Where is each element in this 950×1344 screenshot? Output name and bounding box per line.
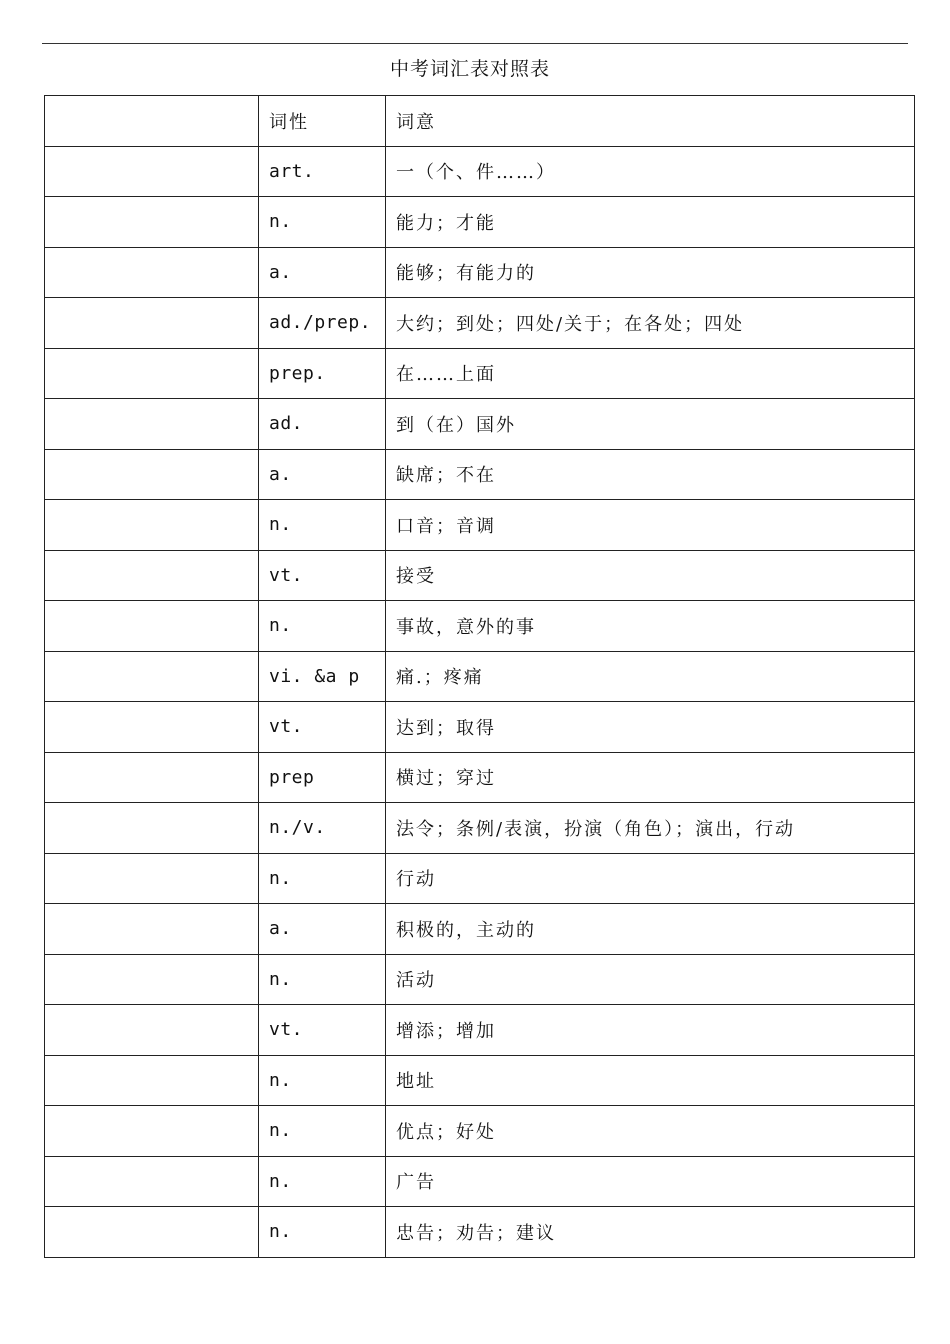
word-cell — [45, 197, 259, 248]
meaning-cell: 在……上面 — [386, 348, 915, 399]
pos-cell: n. — [259, 197, 386, 248]
table-row — [45, 954, 915, 1005]
word-cell — [45, 803, 259, 854]
header-rule — [42, 43, 908, 44]
word-cell — [45, 247, 259, 298]
word-cell — [45, 904, 259, 955]
meaning-cell: 痛.；疼痛 — [386, 651, 915, 702]
pos-cell: vt. — [259, 702, 386, 753]
pos-cell: n. — [259, 853, 386, 904]
table-row — [45, 1005, 915, 1056]
table-row — [45, 904, 915, 955]
table-row — [45, 702, 915, 753]
table-row — [45, 1106, 915, 1157]
table-row — [45, 1055, 915, 1106]
pos-cell: n. — [259, 601, 386, 652]
word-cell — [45, 1005, 259, 1056]
document-title: 中考词汇表对照表 — [389, 58, 550, 80]
pos-cell: a. — [259, 904, 386, 955]
word-cell — [45, 1156, 259, 1207]
table-row — [45, 348, 915, 399]
meaning-cell: 行动 — [386, 853, 915, 904]
table-row — [45, 449, 915, 500]
meaning-cell: 横过；穿过 — [386, 752, 915, 803]
meaning-cell: 事故，意外的事 — [386, 601, 915, 652]
word-cell — [45, 954, 259, 1005]
pos-cell: art. — [259, 146, 386, 197]
word-cell — [45, 601, 259, 652]
pos-cell: n. — [259, 954, 386, 1005]
word-cell — [45, 651, 259, 702]
word-cell — [45, 550, 259, 601]
table-row — [45, 803, 915, 854]
meaning-cell: 积极的，主动的 — [386, 904, 915, 955]
meaning-cell: 缺席；不在 — [386, 449, 915, 500]
pos-cell: n. — [259, 500, 386, 551]
header-pos-cell: 词性 — [259, 96, 386, 147]
word-cell — [45, 500, 259, 551]
meaning-cell: 法令；条例/表演，扮演（角色）；演出，行动 — [386, 803, 915, 854]
meaning-cell: 活动 — [386, 954, 915, 1005]
word-cell — [45, 399, 259, 450]
pos-cell: a. — [259, 247, 386, 298]
meaning-cell: 地址 — [386, 1055, 915, 1106]
table-row — [45, 1207, 915, 1258]
meaning-cell: 广告 — [386, 1156, 915, 1207]
pos-cell: ad./prep. — [259, 298, 386, 349]
table-row — [45, 853, 915, 904]
table-row — [45, 550, 915, 601]
meaning-cell: 一（个、件……） — [386, 146, 915, 197]
meaning-cell: 接受 — [386, 550, 915, 601]
pos-cell: n. — [259, 1207, 386, 1258]
table-row — [45, 651, 915, 702]
meaning-cell: 增添；增加 — [386, 1005, 915, 1056]
table-row — [45, 247, 915, 298]
table-row — [45, 752, 915, 803]
pos-cell: n. — [259, 1055, 386, 1106]
table-row — [45, 146, 915, 197]
table-header-row — [45, 96, 915, 147]
table-row — [45, 601, 915, 652]
meaning-cell: 到（在）国外 — [386, 399, 915, 450]
pos-cell: vt. — [259, 550, 386, 601]
word-cell — [45, 853, 259, 904]
header-word-cell — [45, 96, 259, 147]
pos-cell: vt. — [259, 1005, 386, 1056]
word-cell — [45, 348, 259, 399]
table-row — [45, 1156, 915, 1207]
pos-cell: n./v. — [259, 803, 386, 854]
pos-cell: n. — [259, 1156, 386, 1207]
pos-cell: ad. — [259, 399, 386, 450]
pos-cell: vi. &a p — [259, 651, 386, 702]
pos-cell: prep. — [259, 348, 386, 399]
table-row — [45, 197, 915, 248]
word-cell — [45, 449, 259, 500]
vocabulary-table-body — [45, 96, 915, 1258]
header-meaning-cell: 词意 — [386, 96, 915, 147]
word-cell — [45, 1055, 259, 1106]
table-row — [45, 500, 915, 551]
meaning-cell: 能够；有能力的 — [386, 247, 915, 298]
word-cell — [45, 146, 259, 197]
meaning-cell: 能力；才能 — [386, 197, 915, 248]
pos-cell: prep — [259, 752, 386, 803]
table-row — [45, 298, 915, 349]
meaning-cell: 忠告；劝告；建议 — [386, 1207, 915, 1258]
meaning-cell: 达到；取得 — [386, 702, 915, 753]
word-cell — [45, 1207, 259, 1258]
meaning-cell: 优点；好处 — [386, 1106, 915, 1157]
word-cell — [45, 752, 259, 803]
table-row — [45, 399, 915, 450]
pos-cell: a. — [259, 449, 386, 500]
vocabulary-table — [44, 95, 915, 1258]
word-cell — [45, 1106, 259, 1157]
meaning-cell: 大约；到处；四处/关于；在各处；四处 — [386, 298, 915, 349]
pos-cell: n. — [259, 1106, 386, 1157]
word-cell — [45, 298, 259, 349]
meaning-cell: 口音；音调 — [386, 500, 915, 551]
word-cell — [45, 702, 259, 753]
